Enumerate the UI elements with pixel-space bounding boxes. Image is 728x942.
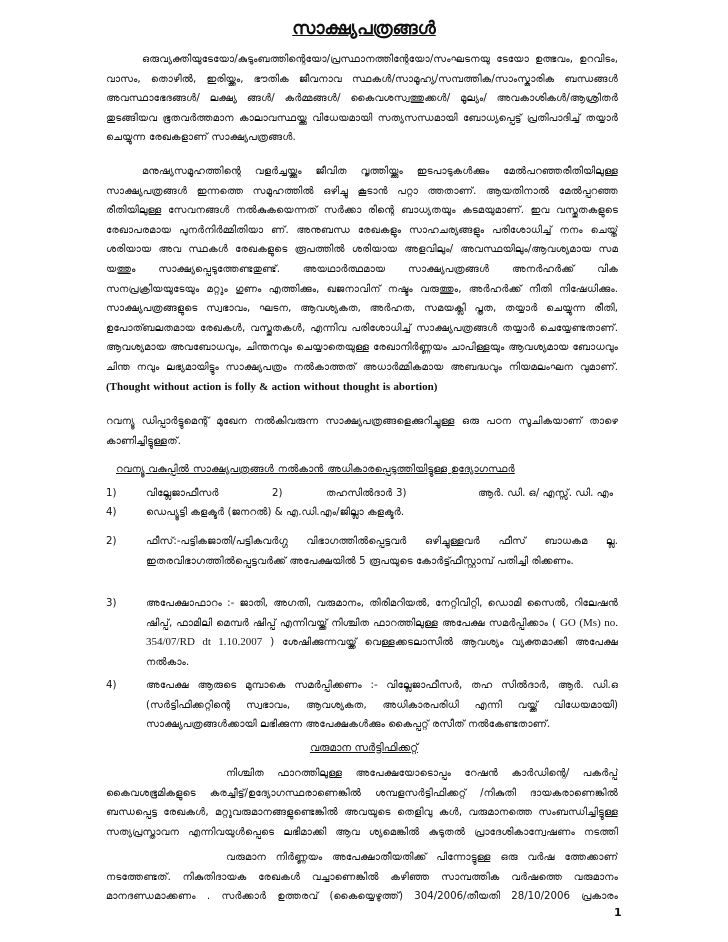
officers-row-2 — [106, 503, 618, 523]
submission-item-text: അപേക്ഷ ആരുടെ മുമ്പാകെ സമർപ്പിക്കണം :- വില്ലേജാഫീസർ, തഹ സിൽദാർ, ആർ. ഡി.ഒ (സർട്ടിഫിക്കറ്റിന്റെ സ്വഭാവം, ആവശ്യകത, അധികാരപരിധി എന്നി വയ്ക്ക് വിധേയമായി) സാക്ഷ്യപത്രങ്ങൾക്കായി ലഭിക്കുന്ന അപേക്ഷകൾക്കും കൈപ്പറ്റ് രസീത് നൽകേണ്ടതാണ്. — [146, 680, 618, 731]
officer-village: വില്ലേജാഫീസർ — [146, 488, 219, 499]
submission-item — [106, 676, 618, 736]
income-procedure-text: നിശ്ചിത ഫാറത്തിലുള്ള അപേക്ഷയോടൊപ്പം റേഷൻ കാർഡിന്റെ/ പകർപ്പ് കൈവശഭൂമികളുടെ കരച്ചീട്ട്/ഉദ്യോഗസ്ഥരാണെങ്കിൽ ശമ്പളസർട്ടിഫിക്കറ്റ് /നികുതി ദായകരാണെങ്കിൽ ബന്ധപ്പെട്ട രേഖകൾ, മറ്റുവരുമാനങ്ങളുണ്ടെങ്കിൽ അവയുടെ തെളിവു കൾ, വരുമാനത്തെ സംബന്ധിച്ചിട്ടുള്ള സത്യപ്രസ്താവന എന്നിവയുൾപ്പെടെ ലഭിമാക്കി ആവ ശ്യമെങ്കിൽ കുടുതൽ പ്രാദേശികാന്വേഷണം നടത്തി — [106, 768, 618, 838]
fee-item — [106, 532, 618, 592]
submission-item-number: 4) — [106, 680, 117, 691]
form-item-text-b: ) ശേഷിക്കുന്നവയ്ക്ക് വെള്ളക്കടലാസിൽ ആവശ്യം വ്യക്തമാക്കി അപേക്ഷ നൽകാം. — [146, 637, 618, 668]
officer-rdo: ആർ. ഡി. ഒ/ എസ്സ്. ഡി. എം — [478, 488, 614, 499]
index-intro-paragraph: റവന്യൂ ഡിപ്പാർട്ടുമെന്റ് മുഖേന നൽകിവരുന്ന സാക്ഷ്യപത്രങ്ങളെക്കുറിച്ചുള്ള ഒരു പഠന സൂചികയാണ് താഴെ കാണിച്ചിട്ടുള്ളത്. — [106, 416, 618, 447]
officer-number-3: 3) — [396, 488, 407, 499]
form-item-go: GO (Ms) no. 354/07/RD dt 1.10.2007 — [146, 616, 619, 649]
form-item — [106, 594, 618, 674]
income-determination-paragraph: വരുമാന നിർണ്ണയം അപേക്ഷാതീയതിക്ക് പിന്നോട്ടുള്ള ഒരു വർഷ ത്തേക്കാണ് നടത്തേണ്ടത്. നികുതിദായക രേഖകൾ വച്ചാണെങ്കിൽ കഴിഞ്ഞ സാമ്പത്തിക വർഷത്തെ വരുമാനം മാനദണ്ഡമാക്കണം . സർക്കാർ ഉത്തരവ് (കൈയ്യെഴുത്ത്) 304/2006/തീയതി 28/10/2006 പ്രകാരം — [106, 852, 618, 903]
page-number: 1 — [614, 906, 622, 919]
quote-text: (Thought without action is folly & action without thought is abortion) — [106, 380, 438, 393]
income-procedure-paragraph — [106, 764, 618, 844]
form-item-text-a: അപേക്ഷാഫാറം :- ജാതി, അഗതി, വരുമാനം, തിരിമറിയൽ, നേറ്റിവിറ്റി, ഡൊമി സൈൽ, റിലേഷൻ ഷിപ്പ്, ഫാമിലി മെമ്പർ ഷിപ്പ് എന്നിവയ്ക്ക് നിശ്ചിത ഫാറത്തിലുള്ള അപേക്ഷ സമർപ്പിക്കാം ( — [146, 598, 618, 629]
officer-number-1: 1) — [106, 488, 117, 499]
intro-paragraph: ഒരുവ്യക്തിയുടേയോ/കുടുംബത്തിന്റെയോ/പ്രസ്ഥാനത്തിന്റേയോ/സംഘടനയു ടേയോ ഉത്ഭവം, ഉറവിടം, വാസം, തൊഴിൽ, ഇരിയ്ക്കം, ഭൗതിക ജീവനാവ സ്ഥകൾ/സാമൂഹ്യ/സമ്പത്തിക/സാംസ്കാരിക ബന്ധങ്ങൾ അവസ്ഥാഭേദങ്ങൾ/ ലക്ഷ്യ ങ്ങൾ/ കർമ്മങ്ങൾ/ കൈവശസ്വത്തുക്കൾ/ മൂല്യം/ അവകാശികൾ/ആശ്രിതർ തുടങ്ങിയവ ഭൂതവർത്തമാന കാലാവസ്ഥയ്ക്കു വിധേയമായി സത്യസന്ധമായി ബോധ്യപ്പെട്ട് പ്രതിപാദിച്ച് തയ്യാർ ചെയ്യുന്ന രേഖകളാണ് സാക്ഷ്യപത്രങ്ങൾ. — [106, 54, 618, 144]
officers-row-1 — [106, 484, 618, 504]
purpose-text: മനുഷ്യസമൂഹത്തിന്റെ വളർച്ചയ്ക്കും ജീവിത വൃത്തിയ്ക്കും ഇടപാടുകൾക്കും മേൽപറഞ്ഞരീതിയിലുള്ള സാക്ഷ്യപത്രങ്ങൾ ഇന്നത്തെ സമൂഹത്തിൽ ഒഴിച്ചു കൂടാൻ പറ്റാ ത്തതാണ്. ആയതിനാൽ മേൽപ്പറഞ്ഞ രീതിയിലുള്ള സേവനങ്ങൾ നൽകുകയെന്നത് സർക്കാ രിന്റെ ബാധ്യതയും കടമയുമാണ്. ഇവ വസ്തുതകളുടെ രേഖാപരമായ പുനർനിർമ്മിതിയാ ണ്. അനുബന്ധ രേഖകളും സാഹചര്യങ്ങളും പരിശോധിച്ച് നനം ചെയ്ത് ശരിയായ അവ സ്ഥകൾ രേഖകളുടെ രൂപത്തിൽ ശരിയായ അളവിലും/ അവസ്ഥയിലും/ആവശ്യമായ സമ യത്തും സാക്ഷ്യപ്പെടുത്തേണ്ടതുണ്ട്. അയഥാർത്ഥമായ സാക്ഷ്യപത്രങ്ങൾ അനർഹർക്ക് വിക സനപ്രക്രിയയുടേയും മറ്റും ഗുണം എത്തിക്കും, ഖജനാവിന് നഷ്ടം വരുത്തും, അർഹർക്ക് നീതി നിഷേധിക്കും. സാക്ഷ്യപത്രങ്ങളുടെ സ്വഭാവം, ഘടന, ആവശ്യകത, അർഹത, സമയക്ലി പ്തത, തയ്യാർ ചെയ്യുന്ന രീതി, ഉപോത്ബലതമായ രേഖകൾ, വസ്തുതകൾ, എന്നിവ പരിശോധിച്ച് സാക്ഷ്യപത്രങ്ങൾ തയ്യാർ ചെയ്യേണ്ടതാണ്. ആവശ്യമായ അവബോധവും, ചിന്തനവും ചെയ്യാതെയുള്ള രേഖാനിർണ്ണയം ചാപിള്ളയും ആവശ്യമായ ബോധവും ചിന്ത നവും ലഭ്യമായിട്ടും സാക്ഷ്യപത്രം നൽകാത്തത് അധാർമ്മികമായ അബദ്ധവും നിയമലംഘന വുമാണ്. — [106, 166, 618, 373]
officer-collector: ഡെപ്യൂട്ടി കളക്ടർ (ജനറൽ) & എ.ഡി.എം/ജില്ലാ കളക്ടർ. — [146, 507, 405, 518]
fee-item-number: 2) — [106, 536, 117, 547]
officer-number-4: 4) — [106, 507, 117, 518]
purpose-paragraph — [106, 162, 618, 412]
document-title: സാക്ഷ്യപത്രങ്ങൾ — [292, 18, 436, 39]
form-item-text — [146, 594, 618, 672]
income-certificate-heading: വരുമാന സർട്ടിഫിക്കറ്റ് — [309, 742, 419, 754]
officer-number-2: 2) — [272, 488, 283, 499]
form-item-number: 3) — [106, 598, 117, 609]
officer-tahsildar: തഹസിൽദാർ — [326, 488, 393, 499]
fee-item-text: ഫീസ്:-പട്ടികജാതി/പട്ടികവർഗ്ഗ വിഭാഗത്തിൽപ്പെട്ടവർ ഒഴിച്ചുള്ളവർ ഫീസ് ബാധകമ ല്ല. ഇതരവിഭാഗത്തിൽപ്പെട്ടവർക്ക് അപേക്ഷയിൽ 5 രൂപയുടെ കോർട്ട്ഫീസ്റ്റാമ്പ് പതിച്ചി രിക്കണം. — [146, 536, 618, 567]
officers-heading: റവന്യൂ വകുപ്പിൽ സാക്ഷ്യപത്രങ്ങൾ നൽകാൻ അധികാരപ്പെടുത്തിയിട്ടുള്ള ഉദ്യോഗസ്ഥർ — [116, 464, 515, 475]
